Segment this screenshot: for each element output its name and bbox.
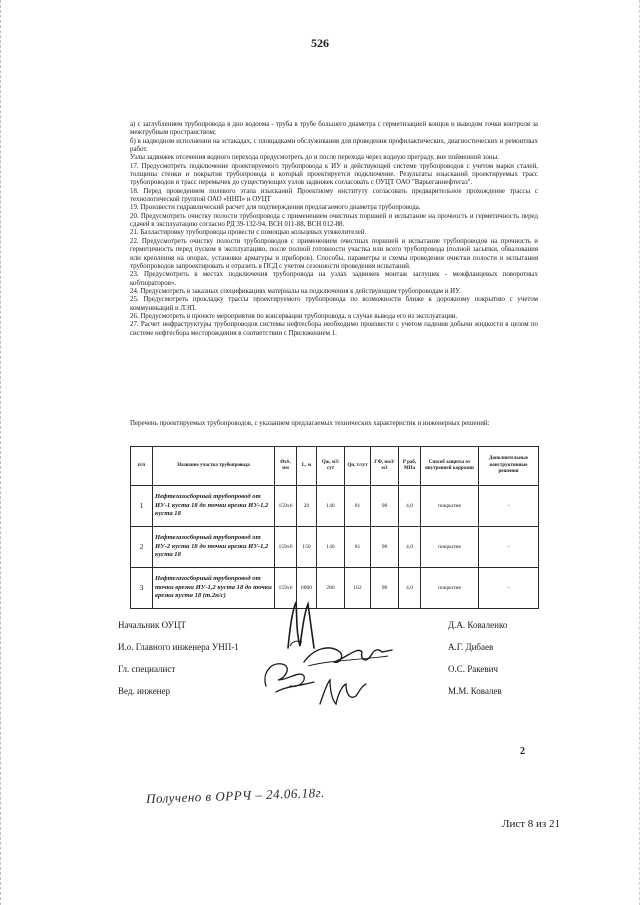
header-length: L, м xyxy=(297,447,317,486)
row-pressure: 4,0 xyxy=(399,568,421,609)
row-diameter: 159х6 xyxy=(275,486,297,527)
page-two-number: 2 xyxy=(520,746,525,757)
signatory-title: И.о. Главного инженера УНП-1 xyxy=(118,642,239,652)
signatory-title: Вед. инженер xyxy=(118,686,170,696)
paragraph-24: 24. Предусмотреть в заказных спецификациях материалы на подключения к действующим трубопроводам и ИУ. xyxy=(130,287,461,295)
sheet-label: Лист 8 из 21 xyxy=(502,818,561,830)
paragraph-26: 26. Предусмотреть в проекте мероприятия по консервации трубопровода, в случае вывода его из эксплуатации. xyxy=(130,312,458,320)
paragraph-22: 22. Предусмотреть очистку полости трубопроводов с применением очистных поршней и испытание трубопроводов на прочность и герметичность перед пуском в эксплуатацию, после полной готовности участка или всего трубопровода (полной засыпки, обвалования или крепления на опорах, установки арматуры и приборов). Способы, параметры и схемы проведения очистки полости и испытания трубопроводов запроектировать и отразить в ПСД с учетом сезонности проведения испытаний. xyxy=(130,237,538,270)
signatory-name: А.Г. Дибаев xyxy=(448,642,494,652)
paragraph-a: а) с заглублением трубопровода в дно водоема - труба в трубе большего диаметра с герметизацией концов и выводом точки контроля за межтрубным пространством; xyxy=(130,121,538,137)
page-number: 526 xyxy=(311,36,329,50)
row-name: Нефтегазосборный трубопровод от точки врезки ИУ-1,2 куста 18 до точки врезки куста 18 (т.2н/с) xyxy=(153,568,275,609)
table-row xyxy=(131,527,539,568)
header-extra-solutions: Дополнительные конструктивные решения xyxy=(479,447,539,486)
row-protection: покрытие xyxy=(421,527,479,568)
paragraph-25: 25. Предусмотреть прокладку трассы проектируемого трубопровода по возможности ближе к дорожному покрытию с учетом коммуникаций и ЛЭП. xyxy=(130,296,538,312)
row-liquid-flow: 140 xyxy=(317,527,345,568)
pipelines-table xyxy=(130,446,539,609)
header-number: п/п xyxy=(131,447,153,486)
header-gas-factor: ГФ, нм3/м3 xyxy=(371,447,399,486)
signatory-title: Гл. специалист xyxy=(118,664,176,674)
row-number: 3 xyxy=(131,568,153,609)
row-liquid-flow: 140 xyxy=(317,486,345,527)
signatory-name: Д.А. Коваленко xyxy=(448,620,508,630)
paragraph-21: 21. Балластировку трубопровода провести с помощью кольцевых утяжелителей. xyxy=(130,229,367,237)
row-length: 150 xyxy=(297,527,317,568)
row-gas-factor: 98 xyxy=(371,486,399,527)
paragraph-b: б) в надводном исполнении на эстакадах, с площадками обслуживания для проведения профилактических, диагностических и ремонтных работ. xyxy=(130,137,538,154)
handwritten-receipt-note: Получено в ОРРЧ – 24.06.18г. xyxy=(145,784,325,807)
header-oil-flow: Qн, т/сут xyxy=(345,447,371,486)
row-pressure: 4,0 xyxy=(399,527,421,568)
row-liquid-flow: 280 xyxy=(317,568,345,609)
row-protection: покрытие xyxy=(421,568,479,609)
row-extra: - xyxy=(479,568,539,609)
paragraph-23: 23. Предусмотреть в местах подключения трубопровода на узлах задвижек монтаж заглушек - межфланцевых поворотных кобтюраторов». xyxy=(130,271,538,287)
table-intro: Перечень проектируемых трубопроводов, с указанием предлагаемых технических характеристик и инженерных решений: xyxy=(130,420,490,427)
row-name: Нефтегазосборный трубопровод от ИУ-1 куста 18 до точки врезки ИУ-1,2 куста 18 xyxy=(153,486,275,527)
row-diameter: 159х6 xyxy=(275,527,297,568)
row-oil-flow: 162 xyxy=(345,568,371,609)
row-pressure: 4,0 xyxy=(399,486,421,527)
row-gas-factor: 98 xyxy=(371,568,399,609)
row-extra: - xyxy=(479,527,539,568)
row-diameter: 159х6 xyxy=(275,568,297,609)
row-gas-factor: 98 xyxy=(371,527,399,568)
paragraph-20: 20. Предусмотреть очистку полости трубопровода с применением очистных поршней и испытание на прочность и герметичность перед сдачей в эксплуатацию согласно РД 39-132-94, ВСН 011-88, ВСН 012-88. xyxy=(130,212,538,229)
row-number: 2 xyxy=(131,527,153,568)
signatory-title: Начальник ОУЦТ xyxy=(118,620,186,630)
header-liquid-flow: Qж, м3/сут xyxy=(317,447,345,486)
row-oil-flow: 81 xyxy=(345,527,371,568)
signatory-name: М.М. Ковалев xyxy=(448,686,502,696)
row-length: 6800 xyxy=(297,568,317,609)
header-pressure: Р раб, МПа xyxy=(399,447,421,486)
body-text xyxy=(130,121,538,338)
row-extra: - xyxy=(479,486,539,527)
paragraph-18: 18. Перед проведением полевого этапа изысканий Проектному институту согласовать предварительное прохождение трассы с технологической группой ОАО «ННП» и ОУЦТ xyxy=(130,187,538,204)
header-corrosion-protection: Способ защиты от внутренней коррозии xyxy=(421,447,479,486)
row-length: 20 xyxy=(297,486,317,527)
table-row xyxy=(131,568,539,609)
row-number: 1 xyxy=(131,486,153,527)
signature-kovalev xyxy=(312,676,372,712)
paragraph-19: 19. Произвести гидравлический расчет для подтверждения предлагаемого диаметра трубопровода. xyxy=(130,204,421,212)
row-oil-flow: 81 xyxy=(345,486,371,527)
table-header-row xyxy=(131,447,539,486)
paragraph-17: 17. Предусмотреть подключение проектируемого трубопровода к ИУ и действующей системе трубопроводов с учетом марки сталей, толщины стенки и покрытия трубопровода в который проектируется подключение. Результаты изысканий проектируемых трасс трубопроводов и трасс перемычек до существующих узлов задвижек согласовать с ОУЦТ ОАО "Варьеганнефтегаз". xyxy=(130,162,538,187)
signatory-name: О.С. Ракевич xyxy=(448,664,498,674)
table-row xyxy=(131,486,539,527)
header-diameter: ØхS, мм xyxy=(275,447,297,486)
row-protection: покрытие xyxy=(421,486,479,527)
paragraph-27: 27. Расчет инфраструктуры трубопроводов системы нефтесбора необходимо произвести с учетом падения добычи жидкости в целом по системе нефтесбора месторождения в соответствии с Приложением 1. xyxy=(130,321,538,337)
paragraph-valves: Узлы задвижек отсечения водного перехода предусмотреть до и после перехода через водную преграду, вне пойменной зоны. xyxy=(130,154,499,162)
row-name: Нефтегазосборный трубопровод от ИУ-2 куста 18 до точки врезки ИУ-1,2 куста 18 xyxy=(153,527,275,568)
header-name: Название участка трубопровода xyxy=(153,447,275,486)
